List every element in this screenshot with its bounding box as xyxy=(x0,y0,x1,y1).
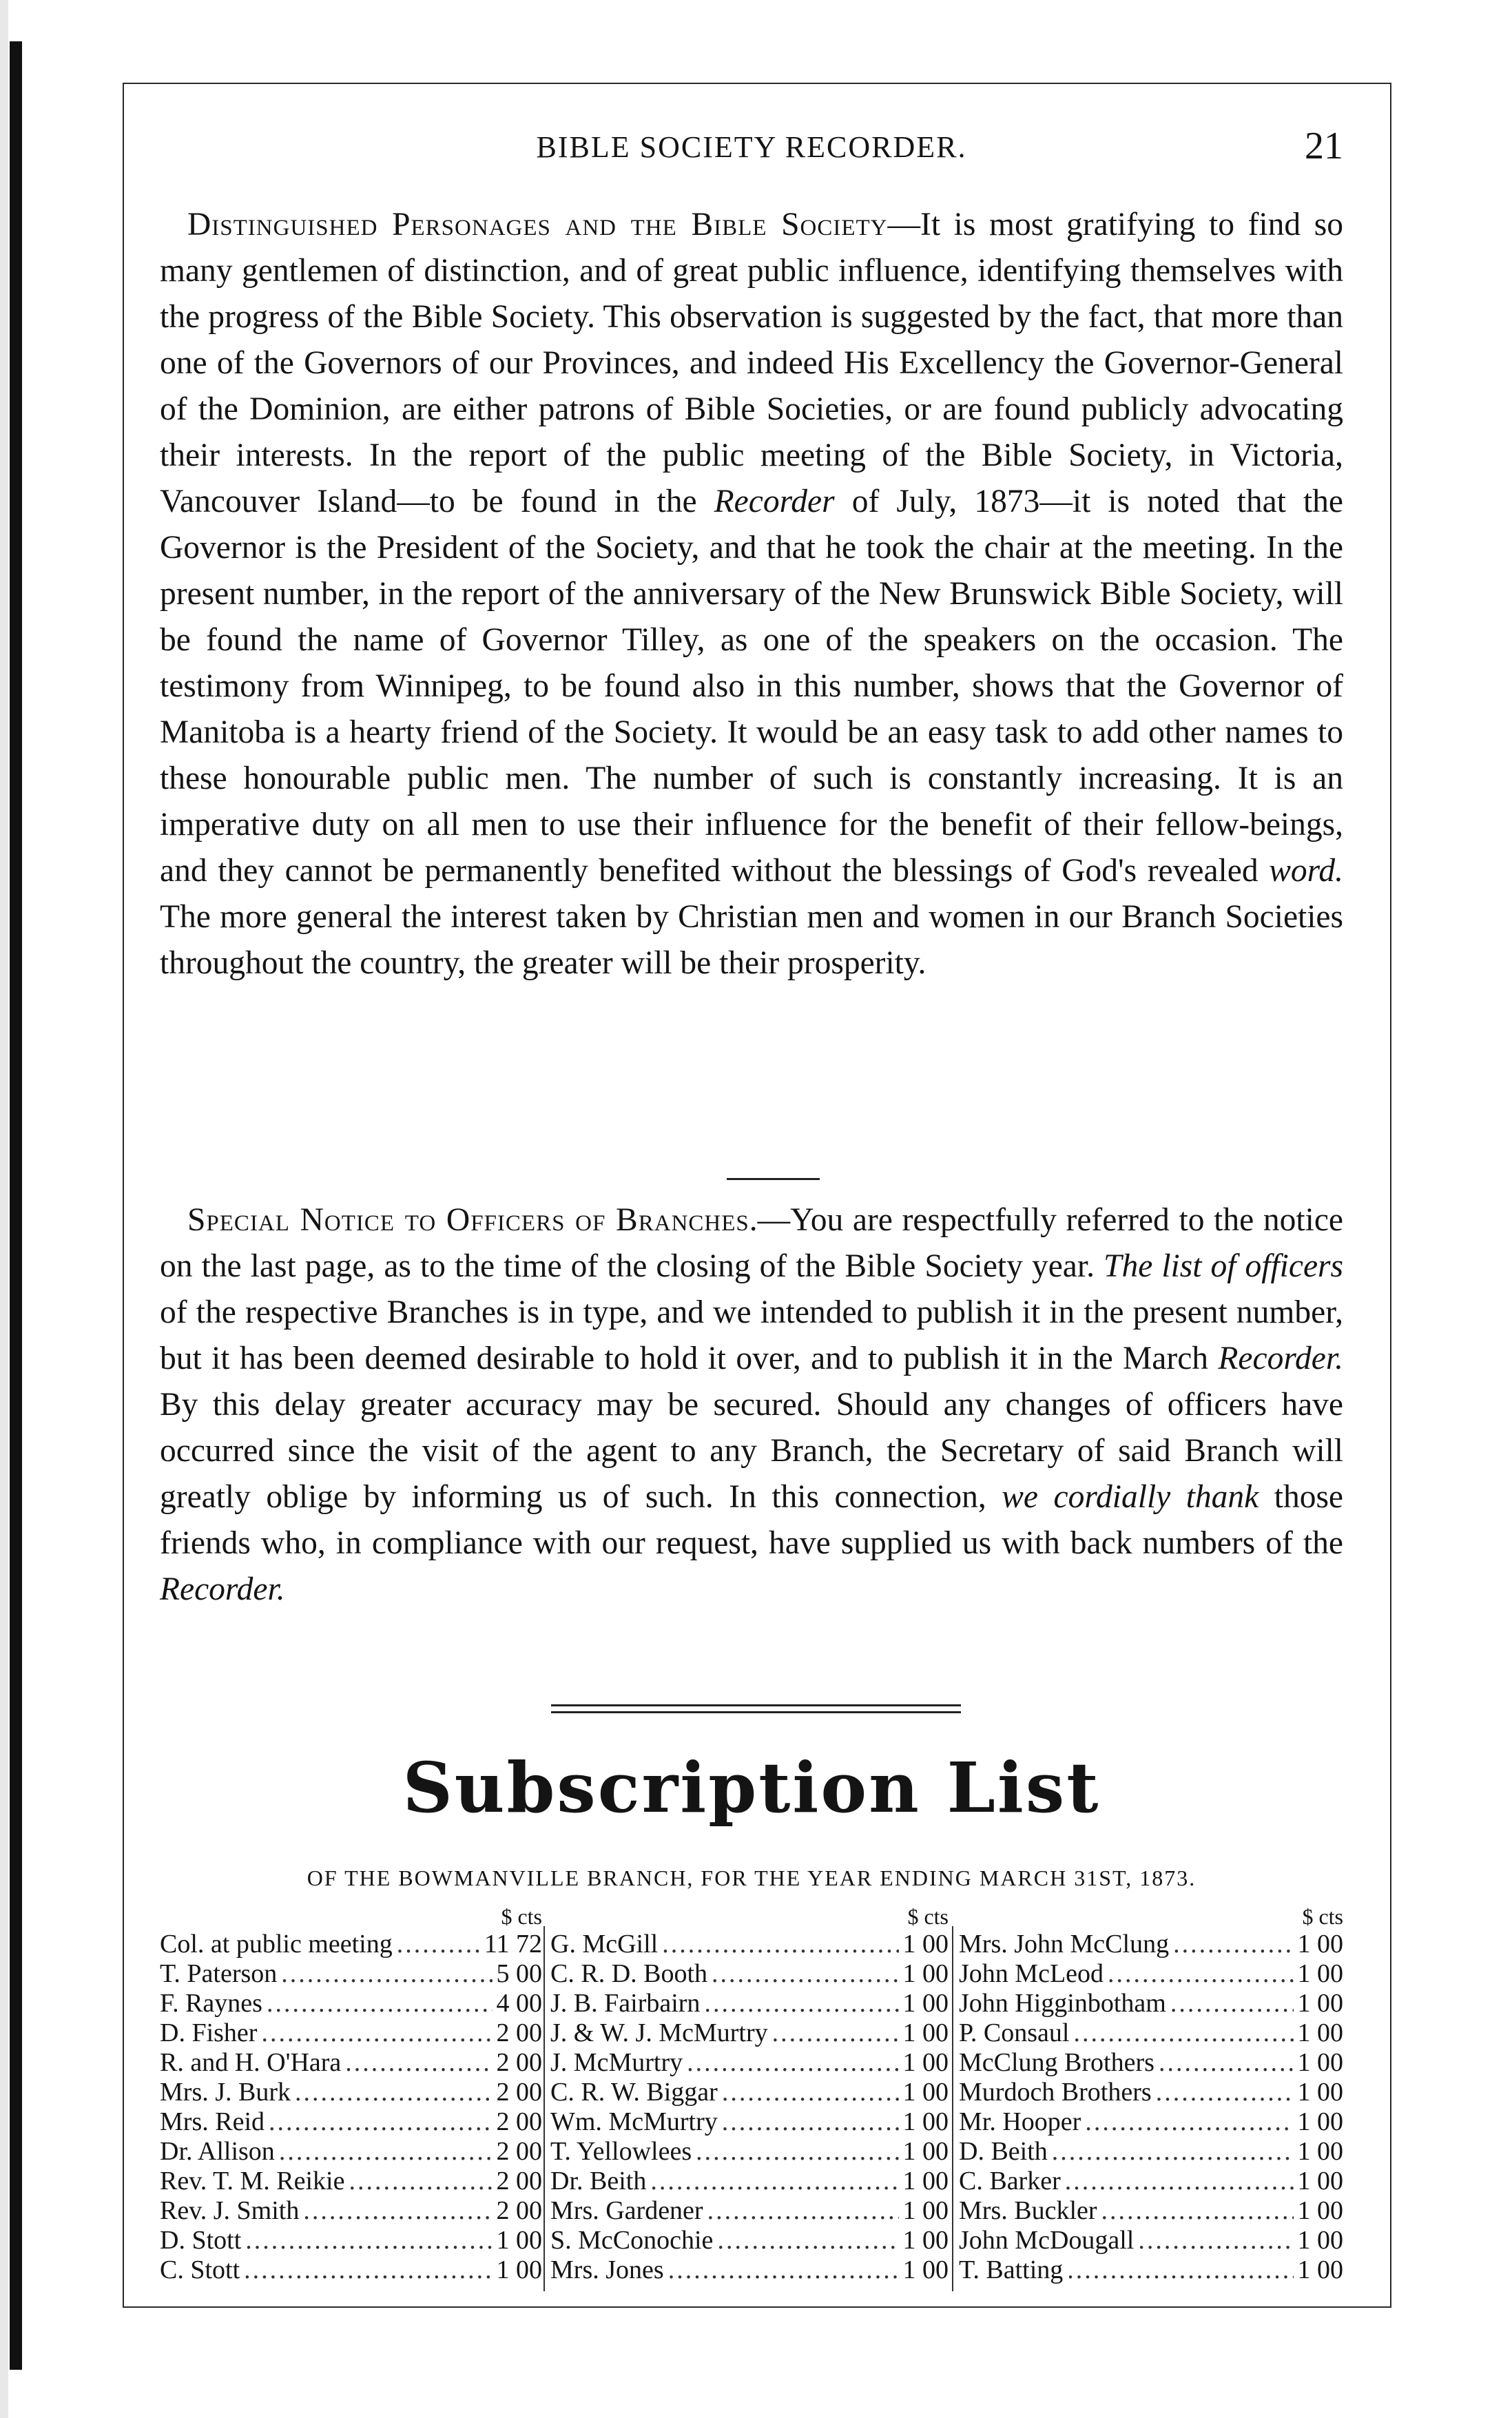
subscription-amount: 1 00 xyxy=(902,1990,949,2017)
dot-leader xyxy=(1065,2167,1294,2195)
subscription-row xyxy=(959,2108,1343,2136)
subscription-amount: 1 00 xyxy=(902,2197,949,2224)
dot-leader xyxy=(712,1960,898,1987)
subscription-row xyxy=(160,2167,542,2195)
subscription-amount: 2 00 xyxy=(496,2049,542,2076)
emphasis-word: word. xyxy=(1269,853,1343,889)
article-special-notice xyxy=(160,1197,1343,1673)
article-text: .—You are respectfully referred to the notice on the last page, as to the time of the closing of the Bible Society year. xyxy=(160,1202,1343,1284)
article-heading: Distinguished Personages and the Bible Society xyxy=(187,207,888,242)
subscription-row xyxy=(959,2019,1343,2047)
subscriber-name: R. and H. O'Hara xyxy=(160,2049,342,2076)
article-distinguished-personages xyxy=(160,202,1343,1153)
dot-leader xyxy=(687,2049,898,2076)
subscriber-name: F. Raynes xyxy=(160,1990,262,2017)
subscriber-name: D. Beith xyxy=(959,2138,1048,2165)
subscription-row xyxy=(959,2138,1343,2165)
running-title: BIBLE SOCIETY RECORDER. xyxy=(536,130,967,164)
subscriber-name: Rev. T. M. Reikie xyxy=(160,2167,345,2195)
dot-leader xyxy=(345,2049,492,2076)
article-heading: Special Notice to Officers of Branches xyxy=(187,1202,749,1238)
binding-shadow xyxy=(10,41,22,2370)
subscriber-name: Mrs. John McClung xyxy=(959,1930,1170,1958)
article-text: of July, 1873—it is noted that the Governor is the President of the Society, and that he took the chair at the meeting. In the present number, in the report of the anniversary of the New Brunswick Bible Society, will be found the name of Governor Tilley, as one of the speakers on the occasion. The testimony from Winnipeg, to be found also in this number, shows that the Governor of Manitoba is a hearty friend of the Society. It would be an easy task to add other names to these honourable public men. The number of such is constantly increasing. It is an imperative duty on all men to use their influence for the benefit of their fellow-beings, and they cannot be permanently benefited without the blessings of God's revealed xyxy=(160,484,1343,889)
subscription-row xyxy=(550,1960,949,1987)
subscription-amount: 1 00 xyxy=(902,2167,949,2195)
article-text: of the respective Branches is in type, and we intended to publish it in the present number, but it has been deemed desirable to hold it over, and to publish it in the March xyxy=(160,1294,1343,1376)
dot-leader xyxy=(269,2108,493,2136)
subscription-row xyxy=(160,2197,542,2224)
subscriber-name: Mrs. Gardener xyxy=(550,2197,703,2224)
subscription-amount: 1 00 xyxy=(902,1930,949,1958)
double-rule-top xyxy=(551,1704,961,1706)
article-text: The more general the interest taken by Christian men and women in our Branch Societies throughout the country, the greater will be their prosperity. xyxy=(160,899,1343,981)
dot-leader xyxy=(1173,1930,1293,1958)
subscription-row xyxy=(550,2226,949,2254)
subscriber-name: Col. at public meeting xyxy=(160,1930,393,1958)
subscription-amount: 1 00 xyxy=(902,2108,949,2136)
subscription-row xyxy=(160,2138,542,2165)
dot-leader xyxy=(349,2167,492,2195)
subscription-row xyxy=(959,2049,1343,2076)
subscription-amount: 11 72 xyxy=(484,1930,542,1958)
section-divider xyxy=(727,1178,820,1180)
subscriber-name: D. Stott xyxy=(160,2226,242,2254)
subscription-amount: 1 00 xyxy=(1297,2138,1343,2165)
subscription-row xyxy=(160,2078,542,2106)
subscription-list-title: Subscription List xyxy=(402,1747,1101,1828)
subscription-amount: 1 00 xyxy=(1297,2256,1343,2284)
subscriber-name: Wm. McMurtry xyxy=(550,2108,718,2136)
subscriber-name: C. Stott xyxy=(160,2256,240,2284)
subscription-amount: 1 00 xyxy=(1297,1990,1343,2017)
subscriber-name: P. Consaul xyxy=(959,2019,1070,2047)
dot-leader xyxy=(1138,2226,1293,2254)
recorder-title: Recorder. xyxy=(160,1571,285,1607)
emphasis-phrase: we cordially thank xyxy=(1002,1479,1259,1515)
recorder-title: Recorder. xyxy=(1218,1341,1343,1376)
subscriber-name: C. R. D. Booth xyxy=(550,1960,708,1987)
subscription-column-1 xyxy=(160,1904,542,2293)
subscription-amount: 1 00 xyxy=(902,1960,949,1987)
subscriber-name: John Higginbotham xyxy=(959,1990,1166,2017)
dot-leader xyxy=(1159,2049,1294,2076)
subscriber-name: C. Barker xyxy=(959,2167,1061,2195)
dot-leader xyxy=(1108,1960,1293,1987)
subscription-list xyxy=(160,1904,1343,2293)
subscriber-name: S. McConochie xyxy=(550,2226,714,2254)
subscriber-name: T. Paterson xyxy=(160,1960,278,1987)
subscription-row xyxy=(550,2256,949,2284)
dot-leader xyxy=(397,1930,480,1958)
subscription-row xyxy=(550,1930,949,1958)
dot-leader xyxy=(1156,2078,1294,2106)
dot-leader xyxy=(772,2019,899,2047)
subscription-row xyxy=(160,2226,542,2254)
dot-leader xyxy=(281,1960,492,1987)
subscriber-name: Mrs. Reid xyxy=(160,2108,265,2136)
subscriber-name: Mrs. Jones xyxy=(550,2256,664,2284)
subscription-amount: 5 00 xyxy=(496,1960,542,1987)
subscription-amount: 2 00 xyxy=(496,2108,542,2136)
subscriber-name: G. McGill xyxy=(550,1930,659,1958)
subscription-row xyxy=(550,2138,949,2165)
subscription-amount: 1 00 xyxy=(1297,2078,1343,2106)
dot-leader xyxy=(1101,2197,1294,2224)
subscription-row xyxy=(959,2078,1343,2106)
subscription-row xyxy=(550,2078,949,2106)
subscription-column-3 xyxy=(959,1904,1343,2293)
subscription-amount: 1 00 xyxy=(1297,2197,1343,2224)
recorder-title: Recorder xyxy=(714,484,835,519)
subscription-row xyxy=(160,1960,542,1987)
subscription-row xyxy=(550,2049,949,2076)
subscriber-name: John McLeod xyxy=(959,1960,1104,1987)
page-number: 21 xyxy=(1305,125,1343,167)
subscription-amount: 1 00 xyxy=(902,2256,949,2284)
page-header xyxy=(160,125,1343,178)
subscription-row xyxy=(160,2256,542,2284)
subscription-row xyxy=(160,1930,542,1958)
article-text: —It is most gratifying to find so many gentlemen of distinction, and of great public influence, identifying themselves with the progress of the Bible Society. This observation is suggested by the fact, that more than one of the Governors of our Provinces, and indeed His Excellency the Governor-General of the Dominion, are either patrons of Bible Societies, or are found publicly advocating their interests. In the report of the public meeting of the Bible Society, in Victoria, Vancouver Island—to be found in the xyxy=(160,207,1343,519)
dot-leader xyxy=(1073,2019,1293,2047)
column-separator xyxy=(543,1926,545,2291)
dot-leader xyxy=(1052,2138,1294,2165)
book-spine-edge xyxy=(0,0,8,2418)
article-text: By this delay greater accuracy may be secured. Should any changes of officers have occurred since the visit of the agent to any Branch, the Secretary of said Branch will greatly oblige by informing us of such. In this connection, xyxy=(160,1387,1343,1515)
subscription-amount: 1 00 xyxy=(496,2256,542,2284)
dot-leader xyxy=(1170,1990,1294,2017)
subscription-column-2 xyxy=(550,1904,949,2293)
subscription-row xyxy=(959,2167,1343,2195)
subscription-list-subtitle: OF THE BOWMANVILLE BRANCH, FOR THE YEAR ENDING MARCH 31ST, 1873. xyxy=(307,1866,1197,1890)
dot-leader xyxy=(717,2226,898,2254)
subscription-row xyxy=(550,2197,949,2224)
subscriber-name: Mrs. Buckler xyxy=(959,2197,1097,2224)
subscriber-name: Mr. Hooper xyxy=(959,2108,1081,2136)
subscription-amount: 1 00 xyxy=(1297,2226,1343,2254)
subscription-row xyxy=(959,2226,1343,2254)
dot-leader xyxy=(1085,2108,1293,2136)
subscription-row xyxy=(550,2108,949,2136)
subscriber-name: T. Batting xyxy=(959,2256,1064,2284)
dot-leader xyxy=(303,2197,492,2224)
subscription-amount: 2 00 xyxy=(496,2167,542,2195)
subscription-amount: 1 00 xyxy=(902,2078,949,2106)
dot-leader xyxy=(722,2108,899,2136)
subscriber-name: C. R. W. Biggar xyxy=(550,2078,718,2106)
subscriber-name: T. Yellowlees xyxy=(550,2138,692,2165)
dot-leader xyxy=(261,2019,492,2047)
subscriber-name: John McDougall xyxy=(959,2226,1135,2254)
subscription-row xyxy=(959,2197,1343,2224)
subscription-amount: 2 00 xyxy=(496,2138,542,2165)
emphasis-phrase: The list of officers xyxy=(1104,1248,1344,1284)
dot-leader xyxy=(722,2078,899,2106)
subscriber-name: Dr. Allison xyxy=(160,2138,275,2165)
dot-leader xyxy=(696,2138,898,2165)
subscription-amount: 2 00 xyxy=(496,2019,542,2047)
subscriber-name: McClung Brothers xyxy=(959,2049,1154,2076)
subscription-row xyxy=(959,1930,1343,1958)
subscriber-name: Dr. Beith xyxy=(550,2167,647,2195)
subscription-row xyxy=(160,2049,542,2076)
subscription-row xyxy=(550,2167,949,2195)
subscription-row xyxy=(160,1990,542,2017)
article-text: those friends who, in compliance with our request, have supplied us with back numbers of the xyxy=(160,1479,1344,1561)
dot-leader xyxy=(267,1990,493,2017)
dot-leader xyxy=(295,2078,492,2106)
dot-leader xyxy=(668,2256,899,2284)
subscription-row xyxy=(959,2256,1343,2284)
subscription-row xyxy=(959,1960,1343,1987)
subscriber-name: Rev. J. Smith xyxy=(160,2197,300,2224)
subscription-amount: 2 00 xyxy=(496,2078,542,2106)
subscription-row xyxy=(959,1990,1343,2017)
subscriber-name: J. & W. J. McMurtry xyxy=(550,2019,768,2047)
dot-leader xyxy=(650,2167,898,2195)
subscription-amount: 1 00 xyxy=(1297,2049,1343,2076)
subscriber-name: J. B. Fairbairn xyxy=(550,1990,701,2017)
subscription-amount: 1 00 xyxy=(902,2226,949,2254)
subscription-amount: 4 00 xyxy=(496,1990,542,2017)
double-rule-bottom xyxy=(551,1711,961,1713)
currency-header: $ cts xyxy=(501,1904,542,1929)
subscription-amount: 1 00 xyxy=(902,2019,949,2047)
subscription-amount: 2 00 xyxy=(496,2197,542,2224)
subscription-amount: 1 00 xyxy=(902,2138,949,2165)
subscription-amount: 1 00 xyxy=(1297,1960,1343,1987)
dot-leader xyxy=(245,2226,492,2254)
currency-header: $ cts xyxy=(1302,1904,1343,1929)
subscriber-name: J. McMurtry xyxy=(550,2049,683,2076)
column-separator xyxy=(952,1926,953,2291)
dot-leader xyxy=(1067,2256,1293,2284)
subscription-amount: 1 00 xyxy=(1297,2108,1343,2136)
subscriber-name: D. Fisher xyxy=(160,2019,258,2047)
subscription-amount: 1 00 xyxy=(1297,1930,1343,1958)
subscription-row xyxy=(550,1990,949,2017)
subscription-row xyxy=(160,2108,542,2136)
subscription-row xyxy=(550,2019,949,2047)
subscription-row xyxy=(160,2019,542,2047)
dot-leader xyxy=(244,2256,492,2284)
subscription-amount: 1 00 xyxy=(496,2226,542,2254)
subscription-amount: 1 00 xyxy=(902,2049,949,2076)
dot-leader xyxy=(707,2197,899,2224)
dot-leader xyxy=(279,2138,493,2165)
subscription-amount: 1 00 xyxy=(1297,2167,1343,2195)
currency-header: $ cts xyxy=(907,1904,949,1929)
dot-leader xyxy=(662,1930,898,1958)
dot-leader xyxy=(704,1990,898,2017)
subscriber-name: Mrs. J. Burk xyxy=(160,2078,291,2106)
subscriber-name: Murdoch Brothers xyxy=(959,2078,1152,2106)
subscription-amount: 1 00 xyxy=(1297,2019,1343,2047)
